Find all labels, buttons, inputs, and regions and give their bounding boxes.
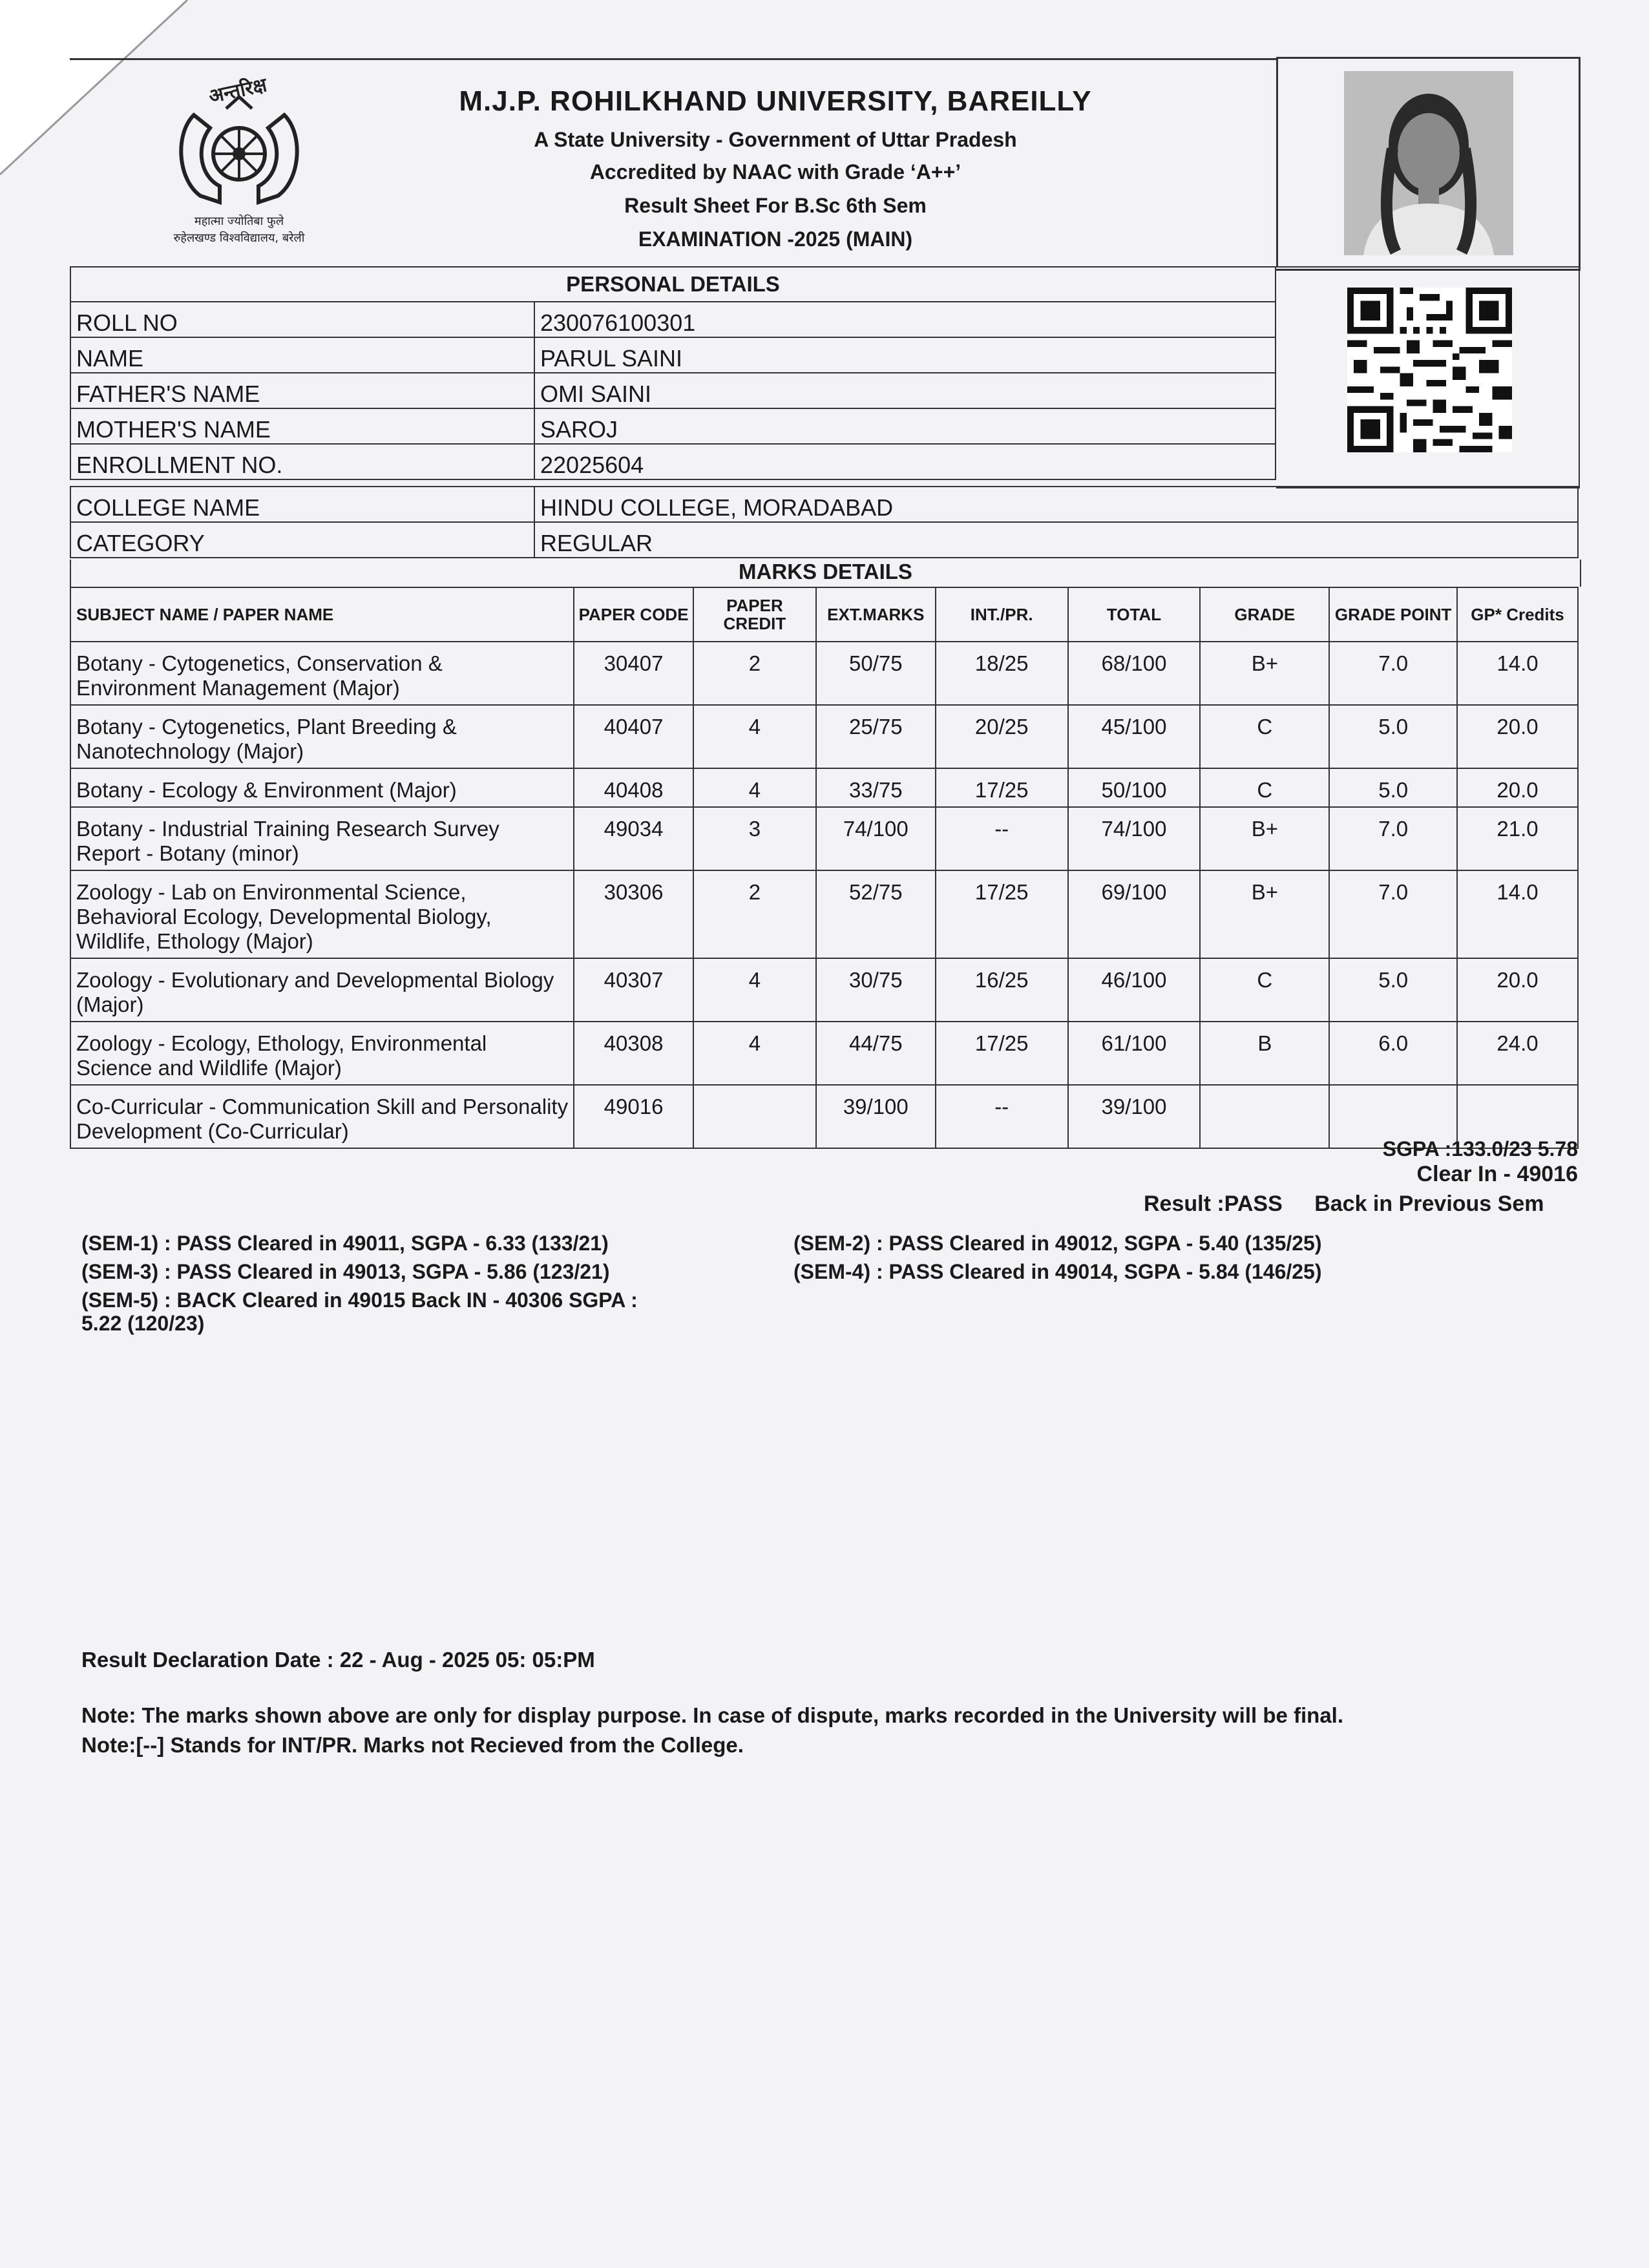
header-line-1: A State University - Government of Uttar Pradesh (534, 128, 1017, 151)
gp-credits: 20.0 (1457, 958, 1578, 1022)
total-marks: 46/100 (1068, 958, 1201, 1022)
col-paper-credit: PAPER CREDIT (693, 587, 816, 642)
grade-point: 7.0 (1329, 642, 1457, 705)
col-gp-credits: GP* Credits (1457, 587, 1578, 642)
table-row (70, 705, 1578, 768)
subject-name: Botany - Ecology & Environment (Major) (70, 768, 574, 807)
header-line-3: Result Sheet For B.Sc 6th Sem (624, 194, 927, 217)
col-paper-code: PAPER CODE (574, 587, 693, 642)
roll-no-label: ROLL NO (70, 302, 534, 337)
paper-code: 40408 (574, 768, 693, 807)
gp-credits: 20.0 (1457, 705, 1578, 768)
result-declaration-date: Result Declaration Date : 22 - Aug - 2025 05: 05:PM (81, 1648, 595, 1672)
int-marks: 18/25 (936, 642, 1068, 705)
grade: C (1200, 958, 1329, 1022)
father-name-label: FATHER'S NAME (70, 373, 534, 408)
gp-credits: 21.0 (1457, 807, 1578, 870)
total-marks: 74/100 (1068, 807, 1201, 870)
ext-marks: 39/100 (816, 1085, 936, 1148)
marks-details-heading: MARKS DETAILS (70, 560, 1581, 587)
personal-details-heading: PERSONAL DETAILS (70, 267, 1276, 302)
name-value: PARUL SAINI (534, 337, 1276, 373)
sem-2-result: (SEM-2) : PASS Cleared in 49012, SGPA - 5.40 (135/25) (793, 1232, 1322, 1255)
header-line-4: EXAMINATION -2025 (MAIN) (638, 227, 913, 251)
mother-name-value: SAROJ (534, 408, 1276, 444)
grade-point: 5.0 (1329, 958, 1457, 1022)
grade: B+ (1200, 807, 1329, 870)
college-name-value: HINDU COLLEGE, MORADABAD (534, 487, 1578, 522)
subject-name: Zoology - Evolutionary and Developmental Biology (Major) (70, 958, 574, 1022)
grade-point: 5.0 (1329, 768, 1457, 807)
roll-no-value: 230076100301 (534, 302, 1276, 337)
sem-1-result: (SEM-1) : PASS Cleared in 49011, SGPA - 6.33 (133/21) (81, 1232, 609, 1255)
university-title: M.J.P. ROHILKHAND UNIVERSITY, BAREILLY (459, 85, 1092, 117)
ext-marks: 33/75 (816, 768, 936, 807)
grade: C (1200, 768, 1329, 807)
col-total: TOTAL (1068, 587, 1201, 642)
grade-point: 7.0 (1329, 870, 1457, 958)
int-marks: 17/25 (936, 1022, 1068, 1085)
table-row (70, 768, 1578, 807)
paper-credit (693, 1085, 816, 1148)
table-row (70, 302, 1276, 337)
gp-credits: 14.0 (1457, 870, 1578, 958)
sem-4-result: (SEM-4) : PASS Cleared in 49014, SGPA - 5.84 (146/25) (793, 1260, 1322, 1283)
gp-credits: 14.0 (1457, 642, 1578, 705)
category-value: REGULAR (534, 522, 1578, 558)
subject-name: Botany - Cytogenetics, Plant Breeding & Nanotechnology (Major) (70, 705, 574, 768)
marks-table (70, 587, 1579, 1149)
ext-marks: 30/75 (816, 958, 936, 1022)
back-previous-sem: Back in Previous Sem (1314, 1192, 1544, 1216)
total-marks: 69/100 (1068, 870, 1201, 958)
sem-5-sgpa: 5.22 (120/23) (81, 1312, 205, 1335)
college-name-label: COLLEGE NAME (70, 487, 534, 522)
grade-point: 7.0 (1329, 807, 1457, 870)
subject-name: Botany - Cytogenetics, Conservation & Environment Management (Major) (70, 642, 574, 705)
paper-code: 40407 (574, 705, 693, 768)
clear-in: Clear In - 49016 (1416, 1162, 1578, 1186)
paper-code: 49034 (574, 807, 693, 870)
ext-marks: 74/100 (816, 807, 936, 870)
subject-name: Botany - Industrial Training Research Survey Report - Botany (minor) (70, 807, 574, 870)
subject-name: Co-Curricular - Communication Skill and Personality Development (Co-Curricular) (70, 1085, 574, 1148)
int-marks: 16/25 (936, 958, 1068, 1022)
table-row (70, 487, 1578, 522)
qr-code-icon (1347, 288, 1512, 452)
gp-credits: 24.0 (1457, 1022, 1578, 1085)
table-row (70, 444, 1276, 479)
table-row (70, 642, 1578, 705)
sem-3-result: (SEM-3) : PASS Cleared in 49013, SGPA - 5.86 (123/21) (81, 1260, 610, 1283)
name-label: NAME (70, 337, 534, 373)
paper-credit: 2 (693, 642, 816, 705)
table-row (70, 522, 1578, 558)
result-pass: Result :PASS (1144, 1192, 1283, 1216)
paper-credit: 4 (693, 1022, 816, 1085)
col-int-pr: INT./PR. (936, 587, 1068, 642)
total-marks: 45/100 (1068, 705, 1201, 768)
grade-point: 6.0 (1329, 1022, 1457, 1085)
int-marks: 17/25 (936, 768, 1068, 807)
mother-name-label: MOTHER'S NAME (70, 408, 534, 444)
subject-name: Zoology - Lab on Environmental Science, Behavioral Ecology, Developmental Biology, Wildlife, Ethology (Major) (70, 870, 574, 958)
table-row (70, 807, 1578, 870)
grade: C (1200, 705, 1329, 768)
total-marks: 39/100 (1068, 1085, 1201, 1148)
university-seal-icon (149, 63, 330, 251)
grade (1200, 1085, 1329, 1148)
int-marks: 20/25 (936, 705, 1068, 768)
marks-header-row (70, 587, 1578, 642)
paper-code: 40308 (574, 1022, 693, 1085)
total-marks: 61/100 (1068, 1022, 1201, 1085)
gp-credits: 20.0 (1457, 768, 1578, 807)
result-status (1144, 1192, 1544, 1217)
enrollment-value: 22025604 (534, 444, 1276, 479)
total-marks: 50/100 (1068, 768, 1201, 807)
ext-marks: 50/75 (816, 642, 936, 705)
paper-credit: 3 (693, 807, 816, 870)
logo-text-bottom1: महात्मा ज्योतिबा फुले (194, 215, 284, 228)
father-name-value: OMI SAINI (534, 373, 1276, 408)
table-row (70, 408, 1276, 444)
paper-code: 30306 (574, 870, 693, 958)
table-row (70, 337, 1276, 373)
student-photo (1344, 71, 1513, 255)
enrollment-label: ENROLLMENT NO. (70, 444, 534, 479)
personal-details-table (70, 266, 1276, 480)
paper-code: 49016 (574, 1085, 693, 1148)
table-row (70, 1022, 1578, 1085)
col-grade-point: GRADE POINT (1329, 587, 1457, 642)
grade: B+ (1200, 642, 1329, 705)
header-line-2: Accredited by NAAC with Grade ‘A++’ (589, 160, 961, 184)
paper-credit: 4 (693, 705, 816, 768)
paper-code: 40307 (574, 958, 693, 1022)
logo-text-top: अन्तरिक्ष (206, 74, 269, 109)
grade: B (1200, 1022, 1329, 1085)
int-pr-note: Note:[--] Stands for INT/PR. Marks not Recieved from the College. (81, 1733, 744, 1757)
col-ext-marks: EXT.MARKS (816, 587, 936, 642)
category-label: CATEGORY (70, 522, 534, 558)
col-grade: GRADE (1200, 587, 1329, 642)
table-row (70, 1085, 1578, 1148)
subject-name: Zoology - Ecology, Ethology, Environmental Science and Wildlife (Major) (70, 1022, 574, 1085)
ext-marks: 44/75 (816, 1022, 936, 1085)
sgpa-total: SGPA :133.0/23 5.78 (1382, 1137, 1578, 1160)
table-row (70, 870, 1578, 958)
paper-code: 30407 (574, 642, 693, 705)
display-note: Note: The marks shown above are only for display purpose. In case of dispute, marks recorded in the University will be final. (81, 1703, 1344, 1727)
ext-marks: 25/75 (816, 705, 936, 768)
sem-5-result: (SEM-5) : BACK Cleared in 49015 Back IN - 40306 SGPA : (81, 1288, 638, 1312)
total-marks: 68/100 (1068, 642, 1201, 705)
college-category-table (70, 486, 1579, 558)
ext-marks: 52/75 (816, 870, 936, 958)
grade: B+ (1200, 870, 1329, 958)
table-row (70, 373, 1276, 408)
logo-text-bottom2: रुहेलखण्ड विश्वविद्यालय, बरेली (173, 231, 305, 245)
col-subject: SUBJECT NAME / PAPER NAME (70, 587, 574, 642)
int-marks: 17/25 (936, 870, 1068, 958)
paper-credit: 4 (693, 768, 816, 807)
table-row (70, 958, 1578, 1022)
grade-point: 5.0 (1329, 705, 1457, 768)
paper-credit: 2 (693, 870, 816, 958)
int-marks: -- (936, 1085, 1068, 1148)
paper-credit: 4 (693, 958, 816, 1022)
int-marks: -- (936, 807, 1068, 870)
